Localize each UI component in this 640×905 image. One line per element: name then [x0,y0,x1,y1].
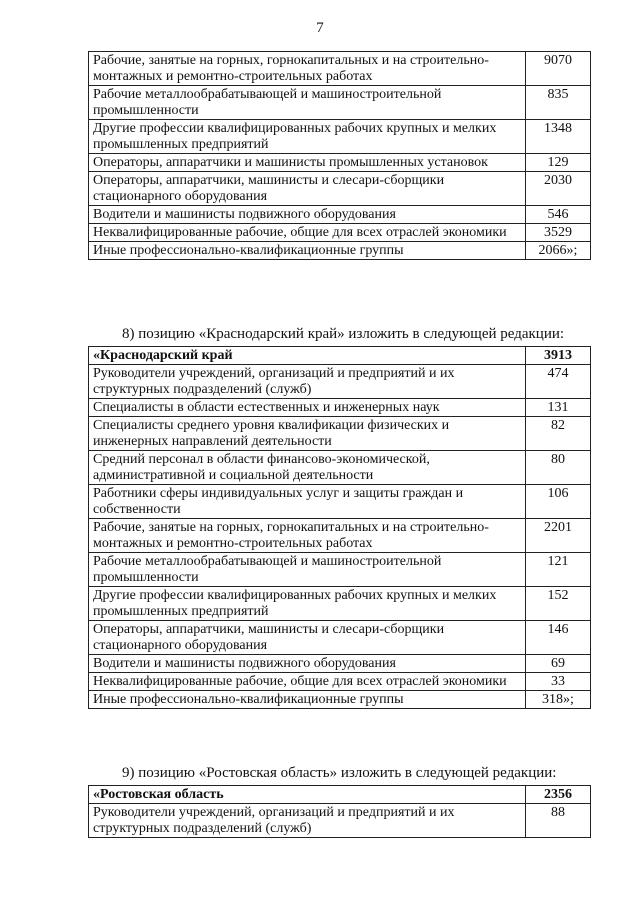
table-row [89,120,591,154]
row-label: Операторы, аппаратчики и машинисты промышленных установок [89,154,526,172]
row-value: 318»; [526,691,591,709]
row-value: 546 [526,206,591,224]
row-label: Иные профессионально-квалификационные группы [89,691,526,709]
table-row [89,673,591,691]
row-value: 474 [526,365,591,399]
row-label: Операторы, аппаратчики, машинисты и слесари-сборщики стационарного оборудования [89,172,526,206]
row-value: 2066»; [526,242,591,260]
row-value: 3529 [526,224,591,242]
row-value: 33 [526,673,591,691]
row-label: Специалисты среднего уровня квалификации физических и инженерных направлений деятельности [89,417,526,451]
table-row [89,365,591,399]
row-label: Работники сферы индивидуальных услуг и защиты граждан и собственности [89,485,526,519]
row-value: 129 [526,154,591,172]
row-label: Водители и машинисты подвижного оборудования [89,655,526,673]
table-row [89,451,591,485]
row-value: 2201 [526,519,591,553]
table-row [89,399,591,417]
row-value: 9070 [526,52,591,86]
row-value: 82 [526,417,591,451]
table-row [89,172,591,206]
row-value: 152 [526,587,591,621]
row-label: Иные профессионально-квалификационные группы [89,242,526,260]
region-total: 2356 [526,786,591,804]
table-row [89,242,591,260]
row-label: Водители и машинисты подвижного оборудования [89,206,526,224]
table-row [89,417,591,451]
page-number: 7 [316,20,324,36]
row-label: Руководители учреждений, организаций и предприятий и их структурных подразделений (служб) [89,365,526,399]
row-value: 88 [526,804,591,838]
row-label: Рабочие, занятые на горных, горнокапитальных и на строительно-монтажных и ремонтно-строительных работах [89,52,526,86]
row-label: Руководители учреждений, организаций и предприятий и их структурных подразделений (служб) [89,804,526,838]
table-header-row [89,786,591,804]
row-value: 69 [526,655,591,673]
row-label: Неквалифицированные рабочие, общие для всех отраслей экономики [89,224,526,242]
row-label: Другие профессии квалифицированных рабочих крупных и мелких промышленных предприятий [89,587,526,621]
table-row [89,154,591,172]
row-label: Рабочие металлообрабатывающей и машиностроительной промышленности [89,553,526,587]
row-label: Операторы, аппаратчики, машинисты и слесари-сборщики стационарного оборудования [89,621,526,655]
table-row [89,86,591,120]
row-label: Неквалифицированные рабочие, общие для всех отраслей экономики [89,673,526,691]
table-row [89,655,591,673]
row-value: 835 [526,86,591,120]
row-label: Средний персонал в области финансово-экономической, административной и социальной деятельности [89,451,526,485]
table-row [89,519,591,553]
table-row [89,52,591,86]
row-value: 106 [526,485,591,519]
section-9-intro: 9) позицию «Ростовская область» изложить в следующей редакции: [122,765,557,781]
table-row [89,485,591,519]
row-value: 121 [526,553,591,587]
row-value: 131 [526,399,591,417]
table-row [89,804,591,838]
table-row [89,206,591,224]
table-row [89,553,591,587]
region-total: 3913 [526,347,591,365]
table-row [89,691,591,709]
table-continued [88,51,591,260]
row-label: Другие профессии квалифицированных рабочих крупных и мелких промышленных предприятий [89,120,526,154]
row-value: 2030 [526,172,591,206]
row-label: Рабочие, занятые на горных, горнокапитальных и на строительно-монтажных и ремонтно-строительных работах [89,519,526,553]
table-header-row [89,347,591,365]
region-name: «Краснодарский край [89,347,526,365]
table-row [89,587,591,621]
row-label: Специалисты в области естественных и инженерных наук [89,399,526,417]
row-label: Рабочие металлообрабатывающей и машиностроительной промышленности [89,86,526,120]
row-value: 80 [526,451,591,485]
table-row [89,621,591,655]
row-value: 1348 [526,120,591,154]
region-name: «Ростовская область [89,786,526,804]
table-row [89,224,591,242]
table-rostov [88,785,591,838]
section-8-intro: 8) позицию «Краснодарский край» изложить в следующей редакции: [122,326,565,342]
row-value: 146 [526,621,591,655]
table-krasnodar [88,346,591,709]
